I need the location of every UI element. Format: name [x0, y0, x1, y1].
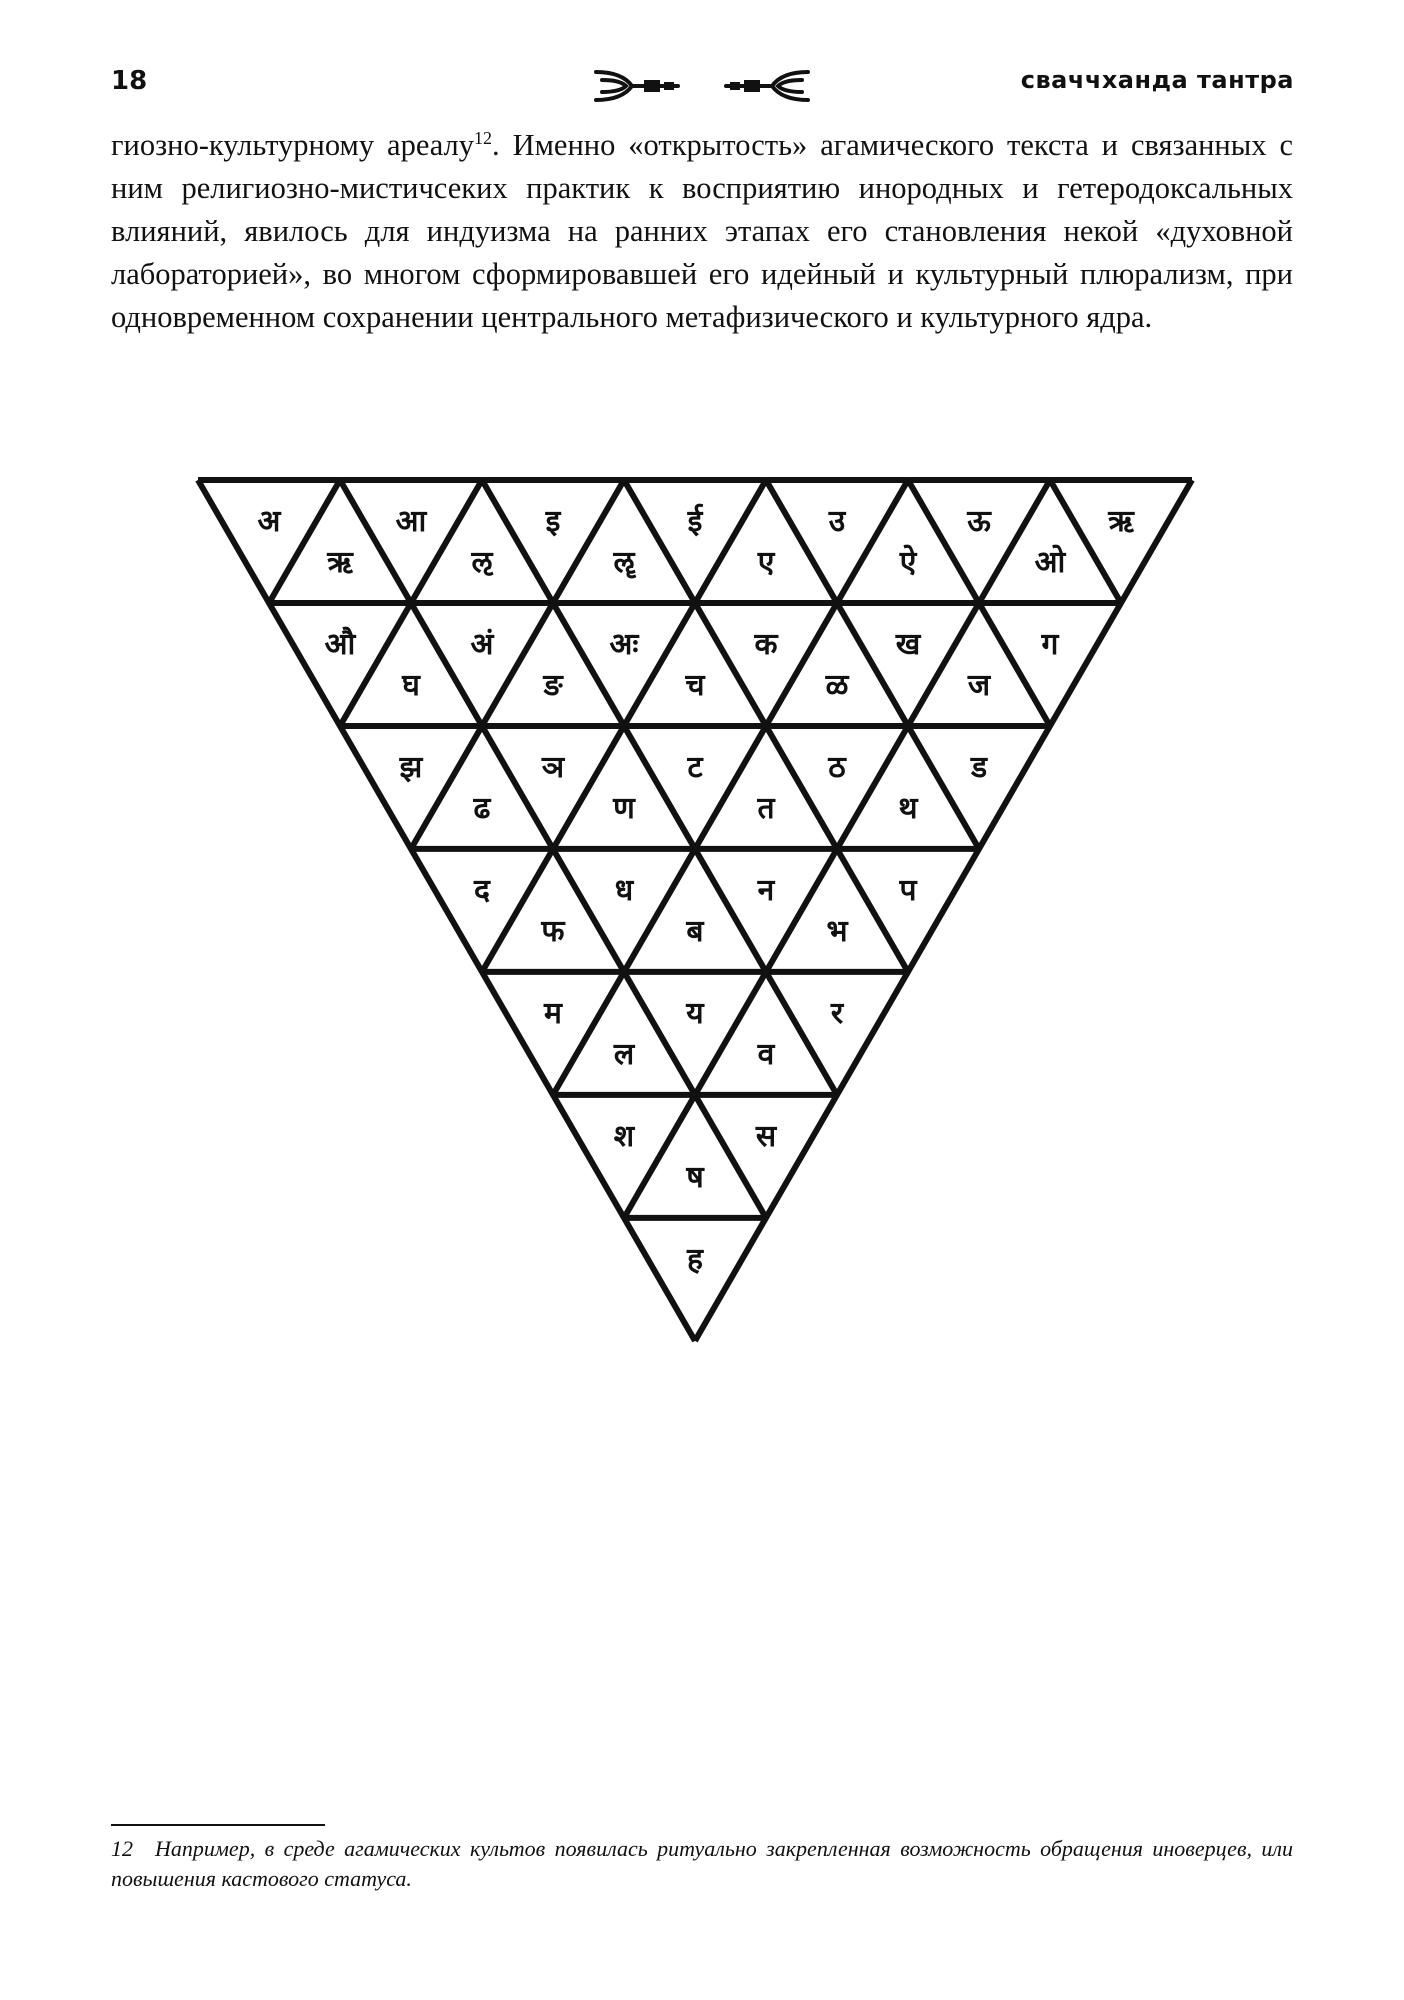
diagram-letter: आ: [395, 503, 427, 539]
diagram-letter: ऋ: [1108, 503, 1134, 539]
diagram-letter: ह: [687, 1241, 703, 1277]
diagram-letter: अः: [609, 626, 639, 662]
diagram-letter: म: [544, 995, 562, 1031]
diagram-letter: भ: [826, 913, 848, 949]
diagram-letter: ओ: [1034, 544, 1066, 580]
diagram-letter: ट: [687, 749, 703, 785]
diagram-letter: ग: [1041, 626, 1059, 662]
running-title: сваччханда тантра: [1020, 66, 1294, 94]
diagram-letter: य: [686, 995, 704, 1031]
diagram-letter: ऌ: [471, 544, 493, 580]
paragraph-rest: . Именно «открытость» агамического текста и связанных с ним религиозно-мистичсеких практик к восприятию инородных и гетеродоксальных влияний, явилось для индуизма на ранних этапах его становления некой «духовной лабораторией», во многом сформировавшей его идейный и культурный плюрализм, при одновременном сохранении центрального метафизического и культурного ядра.: [111, 128, 1293, 334]
trident-ornament-icon: [592, 62, 812, 112]
diagram-letter: ए: [757, 544, 775, 580]
diagram-letter: ख: [895, 626, 921, 662]
diagram-letter: च: [685, 667, 705, 703]
diagram-letter: इ: [545, 503, 561, 539]
diagram-letter: र: [830, 995, 844, 1031]
diagram-letter: ऐ: [899, 544, 917, 580]
diagram-letter: प: [899, 872, 917, 908]
diagram-letter: घ: [402, 667, 420, 703]
diagram-letter: ज: [967, 667, 991, 703]
page-number: 18: [111, 66, 148, 96]
diagram-letter: ऋ: [327, 544, 353, 580]
diagram-letter: औ: [324, 626, 356, 662]
footnote-reference[interactable]: 12: [474, 127, 493, 148]
diagram-letter: ल: [613, 1036, 635, 1072]
diagram-letter: ढ: [473, 790, 491, 826]
diagram-letter: ई: [687, 503, 703, 539]
diagram-letter: अं: [470, 626, 494, 662]
diagram-letter: व: [757, 1036, 775, 1072]
footnote-separator: [111, 1824, 325, 1826]
diagram-letter: ञ: [541, 749, 565, 785]
diagram-letter: ॡ: [613, 544, 635, 580]
diagram-letter: थ: [898, 790, 918, 826]
diagram-letter: ध: [614, 872, 634, 908]
page-header: [0, 62, 1404, 112]
diagram-letter: त: [757, 790, 775, 826]
diagram-letter: ऊ: [967, 503, 991, 539]
footnote: [111, 1834, 1293, 1894]
diagram-letter: ण: [613, 790, 635, 826]
diagram-letter: श: [613, 1118, 635, 1154]
diagram-letter: ळ: [825, 667, 849, 703]
diagram-letter: स: [755, 1118, 777, 1154]
diagram-letter: ब: [686, 913, 704, 949]
diagram-letter: ङ: [543, 667, 563, 703]
diagram-letter: झ: [399, 749, 423, 785]
diagram-letter: अ: [257, 503, 281, 539]
diagram-letter: क: [754, 626, 778, 662]
paragraph-start: гиозно-культурному ареалу: [111, 128, 475, 162]
body-paragraph: [111, 124, 1293, 339]
grid-lines: [198, 480, 1192, 1341]
triangle-letter-diagram: [190, 470, 1230, 1380]
diagram-letter: द: [474, 872, 490, 908]
diagram-letter: ष: [686, 1159, 704, 1195]
diagram-letter: उ: [828, 503, 846, 539]
diagram-letter: ड: [970, 749, 988, 785]
diagram-letter: फ: [541, 913, 565, 949]
footnote-text: Например, в среде агамических культов появилась ритуально закрепленная возможность обращения иноверцев, или повышения кастового статуса.: [111, 1836, 1293, 1891]
diagram-letter: ठ: [828, 749, 846, 785]
footnote-number: 12: [111, 1836, 133, 1861]
diagram-letter: न: [757, 872, 775, 908]
